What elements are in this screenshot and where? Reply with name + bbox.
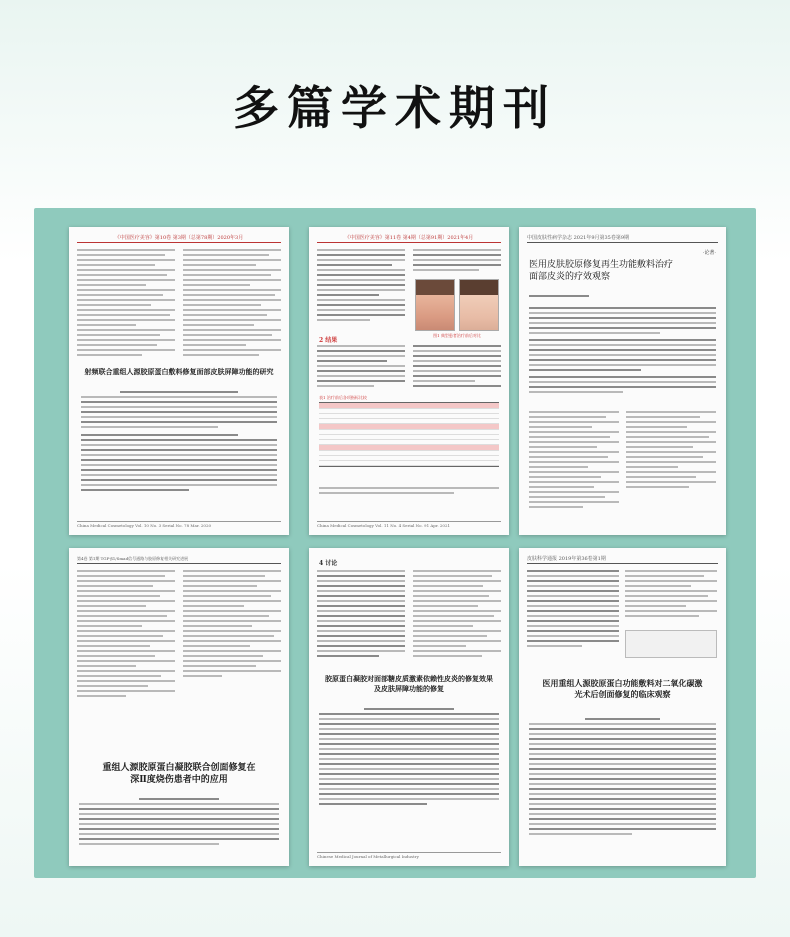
reference-column-left (77, 249, 175, 359)
discussion-heading: 4 讨论 (319, 560, 338, 567)
patient-photo-after (459, 279, 499, 331)
article-title: 重组人源胶原蛋白凝胶联合创面修复在深Ⅱ度烧伤患者中的应用 (102, 763, 256, 785)
text-column-left (317, 570, 405, 660)
author-line (529, 295, 649, 300)
reference-column-left (529, 411, 619, 511)
reference-column-right (183, 249, 281, 359)
abstract-block (319, 708, 499, 808)
abstract-block (529, 718, 716, 838)
results-table (319, 402, 499, 467)
page-headline: 多篇学术期刊 (233, 81, 557, 135)
reference-column-right (183, 570, 281, 680)
figure-box (625, 630, 717, 658)
abstract-block (529, 307, 716, 396)
figure-caption: 图1 典型患者治疗前后对比 (433, 333, 481, 338)
article-tag: ·论著· (702, 250, 716, 256)
table-caption: 表1 治疗前后各项指标比较 (319, 395, 367, 400)
article-title: 医用皮肤胶原修复再生功能敷料治疗面部皮炎的疗效观察 (529, 260, 674, 282)
journal-page-3 (519, 227, 726, 535)
journal-header: 中国皮肤性病学杂志 2021年9月第35卷第9期 (527, 233, 718, 243)
results-heading: 2 结果 (319, 337, 338, 344)
reference-column-left (77, 570, 175, 700)
journal-header: 第4卷 第1期 TGF-β1/Smad信号通路与胶原修复相关研究进展 (77, 554, 281, 564)
text-column-right (413, 570, 501, 660)
discussion-text (413, 345, 501, 390)
journal-footer: China Medical Cosmetology Vol. 11 No. 4 Serial No. 91 Apr. 2021 (317, 521, 501, 529)
journal-header: 《中国医疗美容》第10卷 第3期（总第78期）2020年3月 (77, 233, 281, 243)
table-notes (319, 487, 499, 497)
journal-page-2 (309, 227, 509, 535)
journal-header: 《中国医疗美容》第11卷 第4期（总第91期）2021年4月 (317, 233, 501, 243)
text-column-left (317, 249, 405, 324)
text-column-right (413, 249, 501, 274)
abstract-block (79, 798, 279, 848)
results-text (317, 345, 405, 390)
journal-page-5 (309, 548, 509, 866)
journal-header: 皮肤科学通报 2019年第36卷第1期 (527, 554, 718, 564)
patient-photo-before (415, 279, 455, 331)
abstract-block (81, 391, 277, 494)
reference-column-right (626, 411, 716, 491)
journal-footer: China Medical Cosmetology Vol. 10 No. 3 Serial No. 78 Mar. 2020 (77, 521, 281, 529)
text-column-left (527, 570, 619, 650)
article-title: 医用重组人源胶原蛋白功能敷料对二氧化碳激光术后创面修复的临床观察 (542, 678, 703, 699)
article-title: 射频联合重组人源胶原蛋白敷料修复面部皮肤屏障功能的研究 (84, 367, 274, 376)
journal-page-1 (69, 227, 289, 535)
journal-page-4 (69, 548, 289, 866)
journal-collage (34, 208, 756, 878)
journal-page-6 (519, 548, 726, 866)
article-title: 胶原蛋白凝胶对面部糖皮质激素依赖性皮炎的修复效果及皮肤屏障功能的修复 (325, 674, 493, 693)
journal-footer: Chinese Medical Journal of Metallurgical Industry (317, 852, 501, 860)
text-column-right (625, 570, 717, 620)
